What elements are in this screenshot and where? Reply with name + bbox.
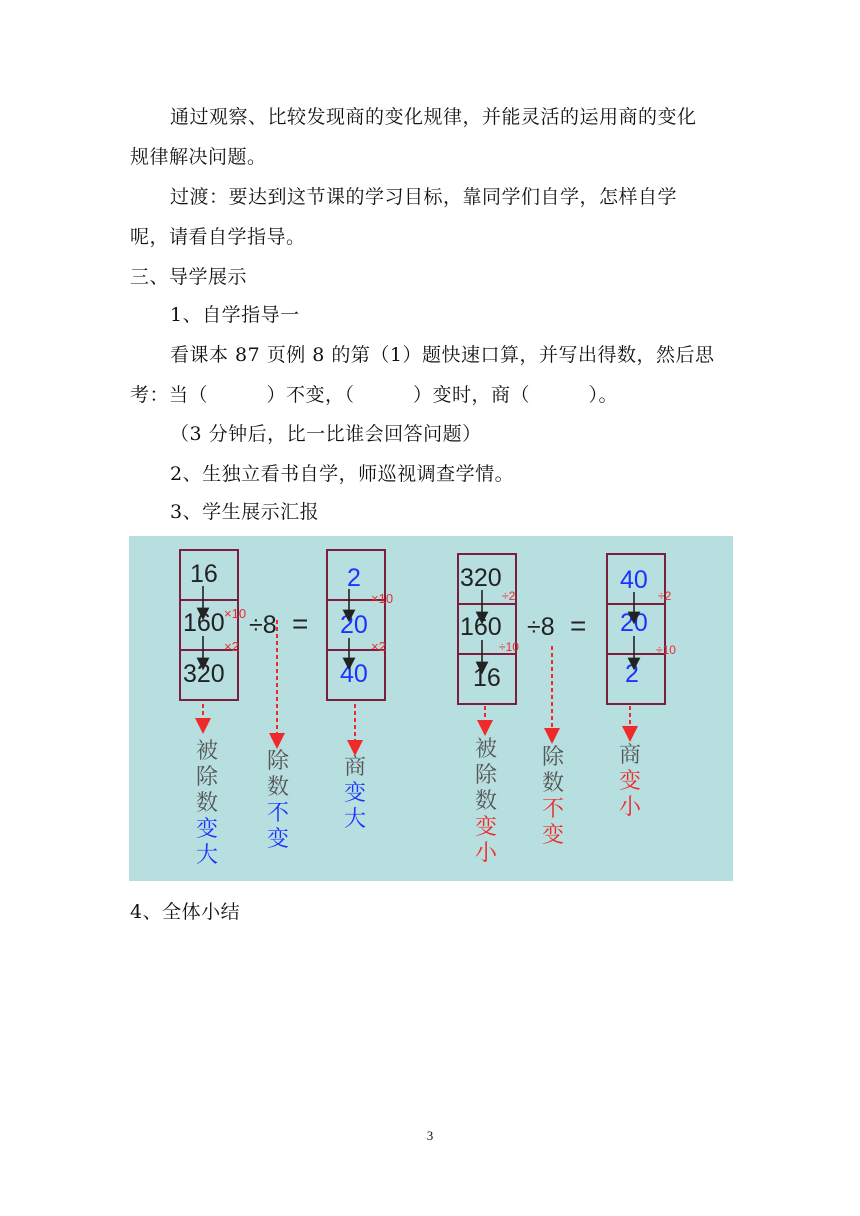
left-dividend-2: 160: [183, 609, 225, 637]
right-divisor: ÷8: [527, 613, 555, 641]
svg-text:被: 被: [196, 739, 219, 764]
left-quotient-mark-2: ×2: [371, 639, 386, 654]
svg-text:变: 变: [619, 769, 642, 794]
left-dividend-1: 16: [190, 560, 218, 588]
left-label-quotient: [344, 755, 366, 832]
right-dividend-1: 320: [460, 564, 502, 592]
left-quotient-2: 20: [340, 611, 368, 639]
svg-text:除: 除: [542, 745, 565, 770]
paragraph-line: 考：当（ ）不变，（ ）变时，商（ ）。: [130, 384, 619, 406]
left-quotient-1: 2: [347, 564, 361, 592]
svg-text:除: 除: [475, 763, 498, 788]
svg-text:商: 商: [344, 755, 367, 780]
section-heading: 三、导学展示: [130, 266, 248, 288]
svg-text:大: 大: [344, 807, 367, 832]
paragraph-line: 规律解决问题。: [130, 146, 267, 168]
paragraph-line: 看课本 87 页例 8 的第（1）题快速口算，并写出得数，然后思: [170, 344, 715, 366]
svg-text:变: 变: [475, 815, 498, 840]
right-quotient-3: 2: [625, 660, 639, 688]
paragraph-line: 过渡：要达到这节课的学习目标，靠同学们自学，怎样自学: [170, 186, 678, 208]
list-item: 2、生独立看书自学，师巡视调查学情。: [170, 463, 515, 485]
svg-text:变: 变: [196, 817, 219, 842]
svg-text:变: 变: [267, 827, 290, 852]
svg-text:小: 小: [475, 841, 498, 866]
right-label-quotient: [619, 743, 642, 820]
svg-text:大: 大: [196, 843, 219, 868]
right-label-dividend: [475, 737, 498, 866]
left-dividend-box: [180, 550, 246, 700]
right-dividend-mark-2: ÷10: [499, 640, 519, 654]
note-line: （3 分钟后，比一比谁会回答问题）: [170, 423, 482, 445]
paragraph-line: 呢，请看自学指导。: [130, 226, 306, 248]
left-divisor: ÷8: [249, 611, 277, 639]
svg-text:除: 除: [196, 765, 219, 790]
right-dividend-box: [458, 554, 519, 704]
left-label-dividend: [196, 739, 219, 868]
figure-svg: [129, 536, 733, 881]
paragraph-line: 通过观察、比较发现商的变化规律，并能灵活的运用商的变化: [170, 106, 697, 128]
left-dividend-mark-2: ×2: [224, 639, 239, 654]
page-number: 3: [426, 1128, 434, 1143]
svg-text:变: 变: [344, 781, 367, 806]
left-label-divisor: [267, 749, 290, 852]
right-dividend-2: 160: [460, 613, 502, 641]
svg-text:数: 数: [267, 775, 290, 800]
right-quotient-mark-1: ÷2: [658, 589, 672, 603]
left-equals: =: [292, 608, 309, 639]
left-dividend-mark-1: ×10: [224, 606, 247, 621]
right-dividend-mark-1: ÷2: [502, 589, 516, 603]
left-dividend-3: 320: [183, 660, 225, 688]
left-quotient-mark-1: ×10: [371, 591, 394, 606]
right-quotient-box: [607, 554, 676, 704]
left-quotient-box: [327, 550, 393, 700]
svg-text:小: 小: [619, 795, 642, 820]
list-item: 3、学生展示汇报: [170, 501, 320, 523]
right-quotient-1: 40: [620, 566, 648, 594]
svg-text:除: 除: [267, 749, 290, 774]
left-quotient-3: 40: [340, 660, 368, 688]
svg-text:变: 变: [542, 823, 565, 848]
division-pattern-figure: [129, 536, 733, 881]
svg-text:不: 不: [542, 797, 565, 822]
list-item: 1、自学指导一: [170, 304, 300, 326]
right-dividend-3: 16: [473, 664, 501, 692]
right-equals: =: [570, 610, 587, 641]
list-item: 4、全体小结: [130, 901, 241, 923]
svg-text:被: 被: [475, 737, 498, 762]
svg-text:数: 数: [196, 791, 219, 816]
right-quotient-2: 20: [620, 609, 648, 637]
svg-text:数: 数: [475, 789, 498, 814]
svg-text:不: 不: [267, 801, 290, 826]
svg-text:商: 商: [619, 743, 642, 768]
right-quotient-mark-2: ÷10: [656, 643, 676, 657]
svg-text:数: 数: [542, 771, 565, 796]
right-label-divisor: [542, 745, 565, 848]
